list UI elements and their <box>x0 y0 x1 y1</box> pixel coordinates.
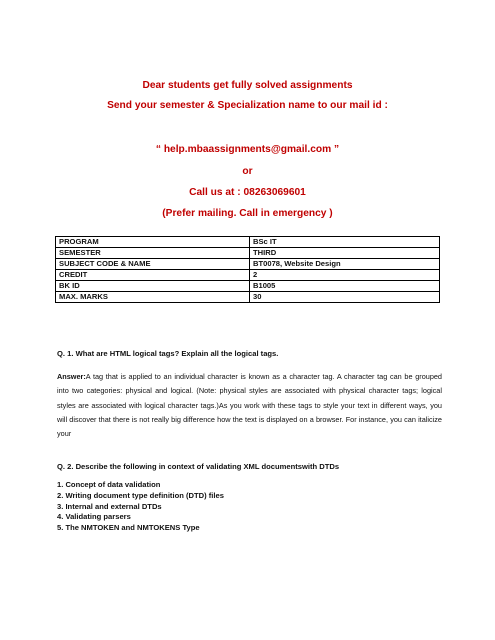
question-2: Q. 2. Describe the following in context of validating XML documentswith DTDs <box>57 462 340 471</box>
table-row <box>56 237 440 248</box>
row-key: CREDIT <box>56 270 250 281</box>
row-key: BK ID <box>56 281 250 292</box>
promo-email: “ help.mbaassignments@gmail.com ” <box>155 144 340 155</box>
row-value: BSc IT <box>250 237 440 248</box>
answer-text: A tag that is applied to an individual character is known as a character tag. A character tag can be grouped into two categories: physical and logical. (Note: physical styles are associated with physical character tags; logical styles are associated with logical character tags.)As you work with these tags to style your text in different ways, you will discover that there is not really big difference how the text is displayed on a browser. For instance, you can italicize your <box>57 372 442 439</box>
question-2-items <box>57 480 442 534</box>
list-item: 4. Validating parsers <box>57 512 131 522</box>
row-value: B1005 <box>250 281 440 292</box>
list-item: 2. Writing document type definition (DTD) files <box>57 490 224 500</box>
row-value: BT0078, Website Design <box>250 259 440 270</box>
promo-line-2: Send your semester & Specialization name to our mail id : <box>107 100 388 111</box>
promo-call: Call us at : 08263069601 <box>189 187 306 198</box>
row-key: MAX. MARKS <box>56 292 250 303</box>
table-row <box>56 259 440 270</box>
table-row <box>56 248 440 259</box>
row-value: 30 <box>250 292 440 303</box>
row-key: SEMESTER <box>56 248 250 259</box>
row-value: THIRD <box>250 248 440 259</box>
answer-label: Answer: <box>57 372 86 381</box>
row-key: SUBJECT CODE & NAME <box>56 259 250 270</box>
question-1: Q. 1. What are HTML logical tags? Explain all the logical tags. <box>57 349 279 358</box>
list-item: 1. Concept of data validation <box>57 480 161 489</box>
table-row <box>56 270 440 281</box>
promo-line-1: Dear students get fully solved assignments <box>142 80 353 91</box>
row-value: 2 <box>250 270 440 281</box>
list-item: 5. The NMTOKEN and NMTOKENS Type <box>57 523 200 533</box>
assignment-info-table <box>55 236 440 303</box>
table-row <box>56 292 440 303</box>
table-row <box>56 281 440 292</box>
answer-1 <box>57 370 442 441</box>
list-item: 3. Internal and external DTDs <box>57 501 162 511</box>
promo-note: (Prefer mailing. Call in emergency ) <box>162 208 333 219</box>
row-key: PROGRAM <box>56 237 250 248</box>
promo-or: or <box>242 166 253 177</box>
